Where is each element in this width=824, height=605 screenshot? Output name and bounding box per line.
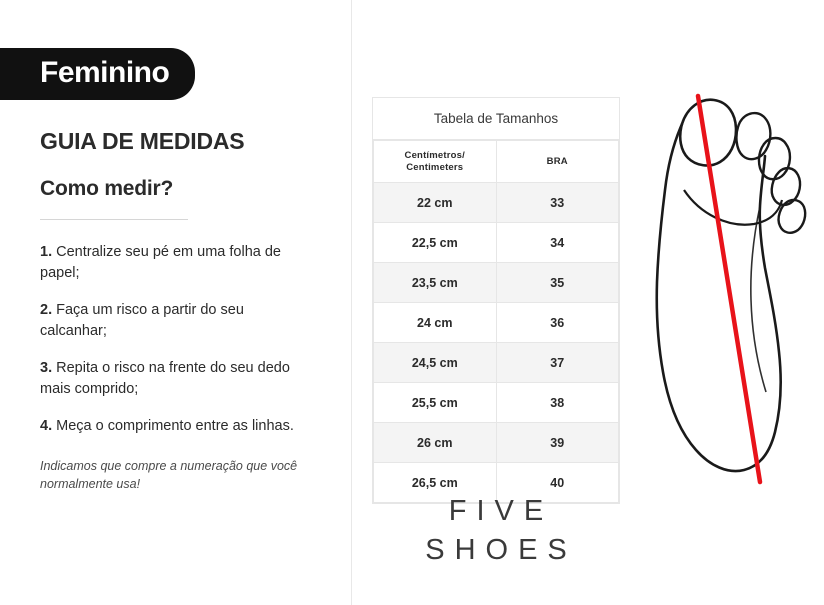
table-row	[374, 343, 619, 383]
table-row	[374, 223, 619, 263]
page-title-badge: Feminino	[0, 48, 195, 100]
note-text: Indicamos que compre a numeração que você normalmente usa!	[40, 458, 298, 492]
cell-bra: 36	[496, 303, 619, 343]
cell-bra: 40	[496, 463, 619, 503]
brand-line-1: FIVE	[448, 495, 554, 527]
step-number: 1.	[40, 243, 53, 260]
list-item	[40, 300, 311, 342]
cell-cm: 22 cm	[374, 183, 497, 223]
table-row	[374, 183, 619, 223]
cell-bra: 33	[496, 183, 619, 223]
table-row	[374, 383, 619, 423]
cell-cm: 23,5 cm	[374, 263, 497, 303]
cell-cm: 26,5 cm	[374, 463, 497, 503]
table-title: Tabela de Tamanhos	[373, 98, 619, 140]
step-number: 2.	[40, 301, 53, 318]
step-text: Faça um risco a partir do seu calcanhar;	[40, 301, 244, 339]
cell-cm: 25,5 cm	[374, 383, 497, 423]
step-text: Centralize seu pé em uma folha de papel;	[40, 243, 281, 281]
brand-logo	[372, 492, 620, 570]
table-header-row	[374, 141, 619, 183]
heading-guia-de-medidas: GUIA DE MEDIDAS	[40, 127, 245, 154]
foot-outline-icon	[624, 86, 814, 496]
step-number: 3.	[40, 359, 53, 376]
divider	[40, 219, 188, 220]
cell-bra: 37	[496, 343, 619, 383]
heading-como-medir: Como medir?	[40, 176, 174, 200]
column-header-bra: BRA	[496, 141, 619, 183]
foot-illustration	[624, 86, 814, 496]
column-header-centimeters: Centímetros/ Centimeters	[374, 141, 497, 183]
step-text: Repita o risco na frente do seu dedo mais comprido;	[40, 359, 290, 397]
step-number: 4.	[40, 417, 53, 434]
cell-bra: 38	[496, 383, 619, 423]
list-item	[40, 358, 311, 400]
cell-cm: 22,5 cm	[374, 223, 497, 263]
left-panel	[0, 0, 352, 605]
cell-bra: 35	[496, 263, 619, 303]
list-item	[40, 242, 311, 284]
step-text: Meça o comprimento entre as linhas.	[52, 417, 294, 434]
size-table	[372, 97, 620, 504]
table-row	[374, 303, 619, 343]
brand-line-2: SHOES	[425, 534, 577, 567]
cell-bra: 34	[496, 223, 619, 263]
cell-cm: 24,5 cm	[374, 343, 497, 383]
cell-cm: 24 cm	[374, 303, 497, 343]
table-row	[374, 263, 619, 303]
list-item	[40, 416, 311, 437]
cell-cm: 26 cm	[374, 423, 497, 463]
table-row	[374, 423, 619, 463]
cell-bra: 39	[496, 423, 619, 463]
